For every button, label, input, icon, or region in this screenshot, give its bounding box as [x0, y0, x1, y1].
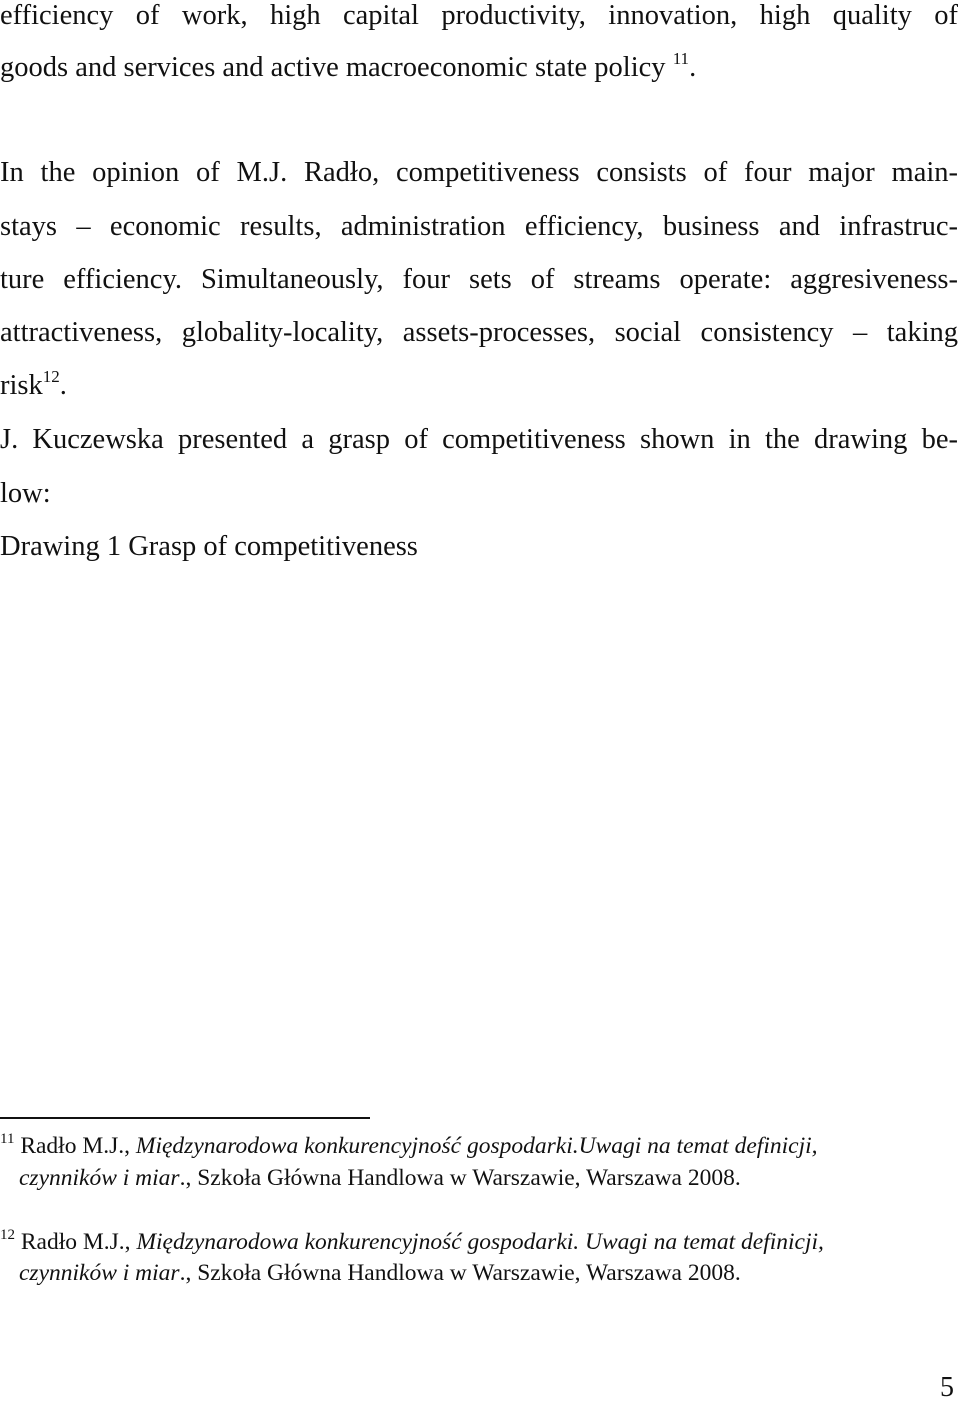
footnote-11-cont — [19, 1167, 741, 1191]
footnote-subtitle: Uwagi na temat definicji, — [578, 1133, 818, 1159]
page-number: 5 — [940, 1372, 954, 1403]
footnote-subtitle: czynników i miar — [19, 1165, 180, 1191]
footnote-author: Radło M.J., — [20, 1133, 136, 1159]
body-text: . — [59, 370, 67, 401]
footnote-subtitle: czynników i miar — [19, 1260, 180, 1286]
body-line: low: — [0, 478, 51, 509]
footnote-12-cont — [19, 1262, 741, 1286]
figure-caption: Drawing 1 Grasp of competitiveness — [0, 531, 418, 562]
footnote-ref-12[interactable]: 12 — [42, 367, 60, 386]
footnote-title: Międzynarodowa konkurencyjność gospodarki. — [135, 1133, 579, 1159]
footnote-12 — [0, 1227, 824, 1255]
body-line: In the opinion of M.J. Radło, competitiveness consists of four major main- — [0, 157, 958, 188]
body-line: stays – economic results, administration efficiency, business and infrastruc- — [0, 211, 958, 242]
body-line: efficiency of work, high capital productivity, innovation, high quality of — [0, 0, 958, 31]
body-line: ture efficiency. Simultaneously, four sets of streams operate: aggresiveness- — [0, 264, 958, 295]
footnote-author: Radło M.J., — [20, 1229, 137, 1255]
footnote-ref-11[interactable]: 11 — [672, 49, 690, 68]
footnote-publisher: ., Szkoła Główna Handlowa w Warszawie, Warszawa 2008. — [179, 1165, 741, 1191]
footnote-number: 12 — [0, 1227, 15, 1243]
footnote-publisher: ., Szkoła Główna Handlowa w Warszawie, Warszawa 2008. — [179, 1260, 741, 1286]
body-text: goods and services and active macroeconomic state policy — [0, 52, 666, 83]
footnote-separator — [0, 1117, 370, 1119]
body-line: attractiveness, globality-locality, assets-processes, social consistency – taking — [0, 317, 958, 348]
body-line: J. Kuczewska presented a grasp of competitiveness shown in the drawing be- — [0, 424, 958, 455]
footnote-11 — [0, 1131, 818, 1159]
body-line — [0, 49, 697, 83]
footnote-number: 11 — [0, 1131, 15, 1147]
footnote-title: Międzynarodowa konkurencyjność gospodarki. Uwagi na temat definicji, — [136, 1229, 824, 1255]
body-line — [0, 367, 67, 401]
body-text: risk — [0, 370, 43, 401]
body-text: . — [689, 52, 697, 83]
